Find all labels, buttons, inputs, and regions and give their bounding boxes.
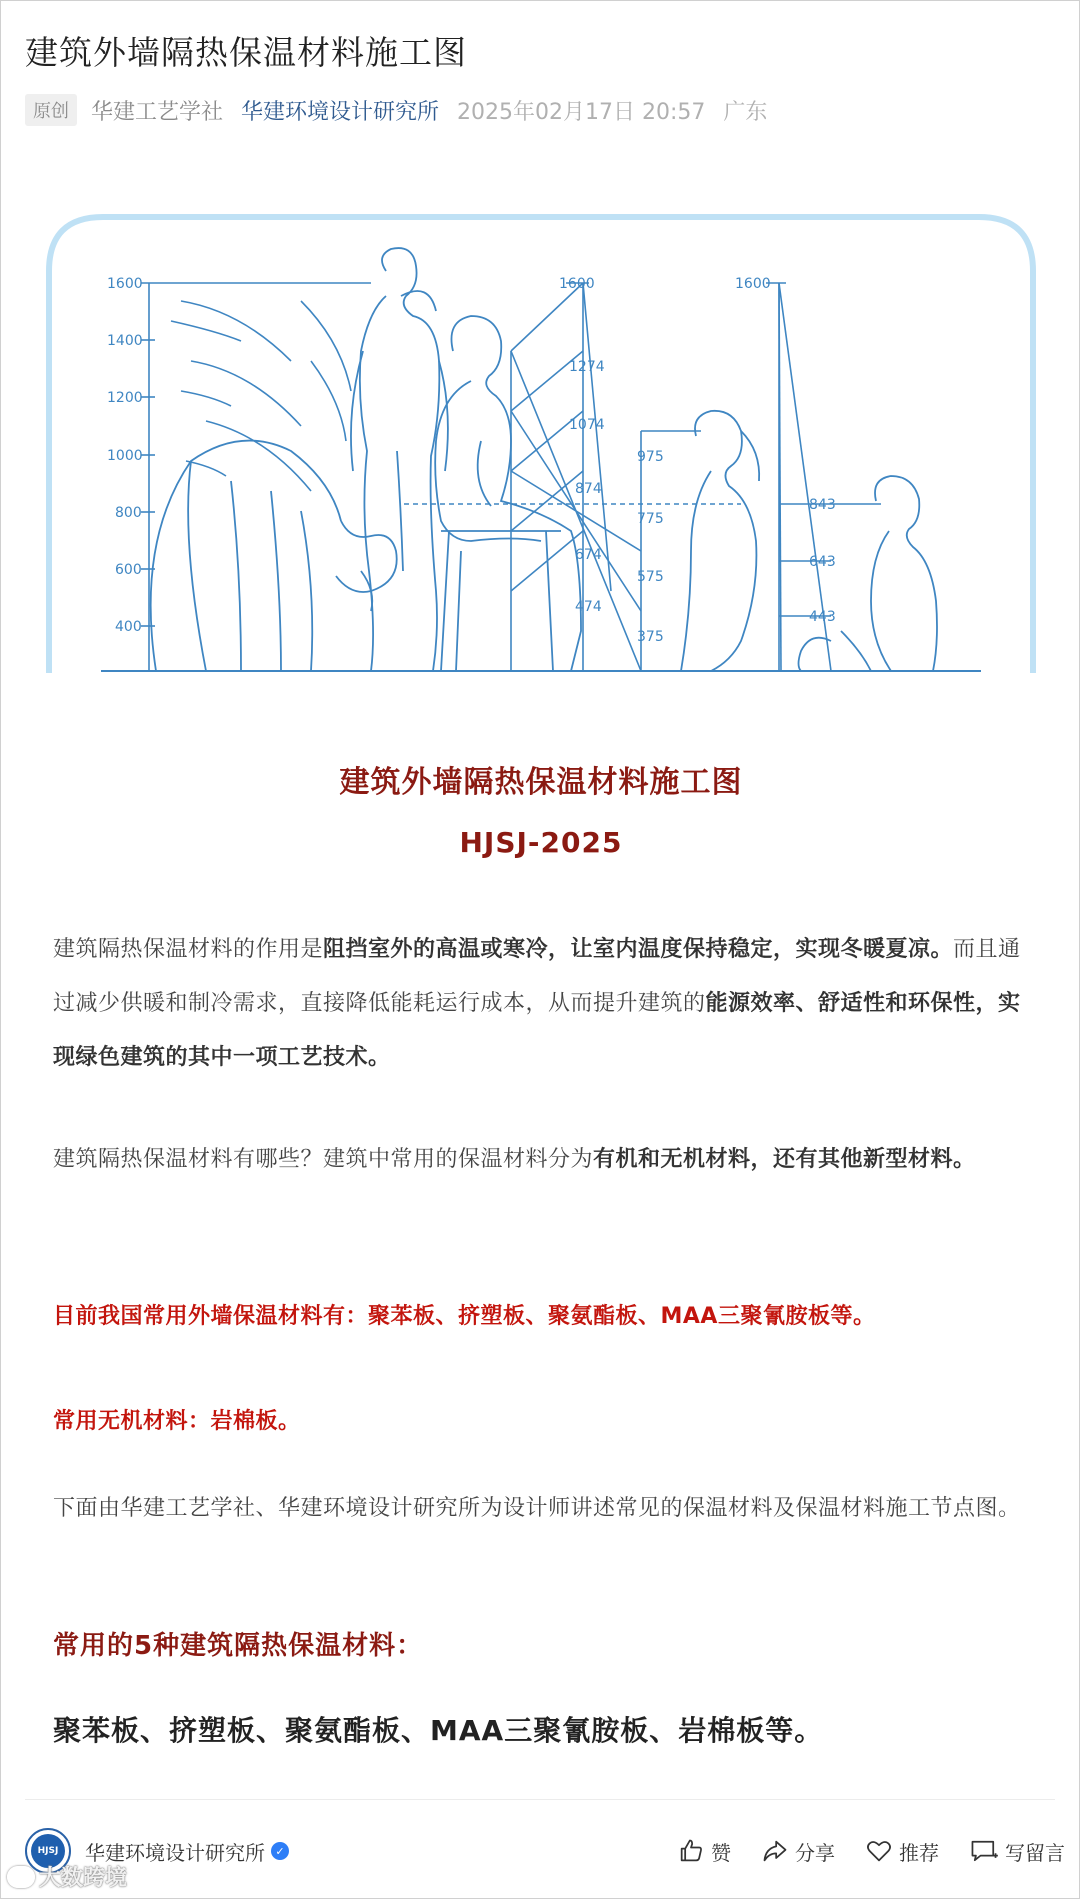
left-tick: 1000 [107,448,143,464]
author-name: 华建工艺学社 [91,99,224,125]
materials-subheading: 常用的5种建筑隔热保温材料： [53,1631,424,1661]
comment-button[interactable] [969,1837,1065,1866]
left-tick: 1200 [107,390,143,406]
watermark-logo-icon [7,1866,35,1888]
intro-paragraph [53,923,1043,1085]
description-paragraph: 下面由华建工艺学社、华建环境设计研究所为设计师讲述常见的保温材料及保温材料施工节点图。 [53,1496,1021,1521]
share-icon [761,1837,789,1865]
right-tick: 443 [809,609,836,625]
footer-divider [25,1799,1055,1800]
comment-label: 写留言 [1005,1840,1065,1865]
figure-kneeling [681,411,759,671]
content-heading: 建筑外墙隔热保温材料施工图 [339,765,743,800]
common-materials-note: 目前我国常用外墙保温材料有：聚苯板、挤塑板、聚氨酯板、MAA三聚氰胺板等。 [53,1304,876,1329]
mid2-tick: 575 [637,569,664,585]
mid-tick: 1274 [569,359,605,375]
figure-seated [435,316,581,671]
action-bar [647,1837,1065,1866]
intro-emphasis: 能源效率、舒适性和环保性，实现绿色建筑的其中一项工艺技术。 [53,991,1021,1070]
article-footer [25,1823,1065,1879]
comment-icon [969,1837,999,1865]
materials-paragraph [53,1133,1043,1187]
figure-bending [151,441,397,671]
mid-tick: 674 [575,547,602,563]
intro-text: 建筑隔热保温材料的作用是 [53,937,324,962]
share-button[interactable] [761,1837,835,1866]
right-tick: 843 [809,497,836,513]
mid-tick: 474 [575,599,602,615]
left-tick: 1400 [107,333,143,349]
footer-account-name[interactable]: 华建环境设计研究所 [85,1840,265,1865]
article-meta [25,93,767,127]
mid2-tick: 775 [637,511,664,527]
mid2-tick: 375 [637,629,664,645]
article-title: 建筑外墙隔热保温材料施工图 [25,33,467,72]
like-label: 赞 [711,1840,731,1865]
materials-list: 聚苯板、挤塑板、聚氨酯板、MAA三聚氰胺板、岩棉板等。 [53,1714,824,1747]
intro-text: 而且通过减少供暖和制冷需求，直接降低能耗运行成本，从而提升建筑的 [53,937,1021,1016]
materials-text: 建筑隔热保温材料有哪些？建筑中常用的保温材料分为 [53,1147,594,1172]
mid-tick: 1600 [559,276,595,292]
verified-icon: ✓ [271,1842,289,1860]
content-code: HJSJ-2025 [459,826,623,859]
mid-tick: 874 [575,481,602,497]
recommend-button[interactable] [865,1837,939,1866]
left-tick: 1600 [107,276,143,292]
original-badge: 原创 [25,94,77,126]
mid2-tick: 975 [637,449,664,465]
share-label: 分享 [795,1840,835,1865]
mid-tick: 1074 [569,417,605,433]
ergonomics-illustration [41,211,1041,673]
materials-emphasis: 有机和无机材料，还有其他新型材料。 [593,1147,976,1172]
like-button[interactable] [677,1837,731,1866]
left-tick: 600 [115,562,142,578]
account-link[interactable]: 华建环境设计研究所 [241,99,440,125]
publish-location: 广东 [723,99,768,125]
left-tick: 400 [115,619,142,635]
recommend-label: 推荐 [899,1840,939,1865]
left-tick: 800 [115,505,142,521]
avatar-logo: HJSJ [31,1834,65,1868]
intro-emphasis: 阻挡室外的高温或寒冷，让室内温度保持稳定，实现冬暖夏凉。 [323,937,954,962]
right-tick: 643 [809,554,836,570]
watermark-text: 大数跨境 [39,1866,128,1891]
watermark [7,1861,127,1892]
right-tick: 1600 [735,276,771,292]
heart-icon [865,1837,893,1865]
inorganic-materials-note: 常用无机材料：岩棉板。 [53,1409,301,1434]
figure-standing [351,248,448,671]
thumbs-up-icon [677,1837,705,1865]
publish-date: 2025年02月17日 20:57 [457,99,706,125]
